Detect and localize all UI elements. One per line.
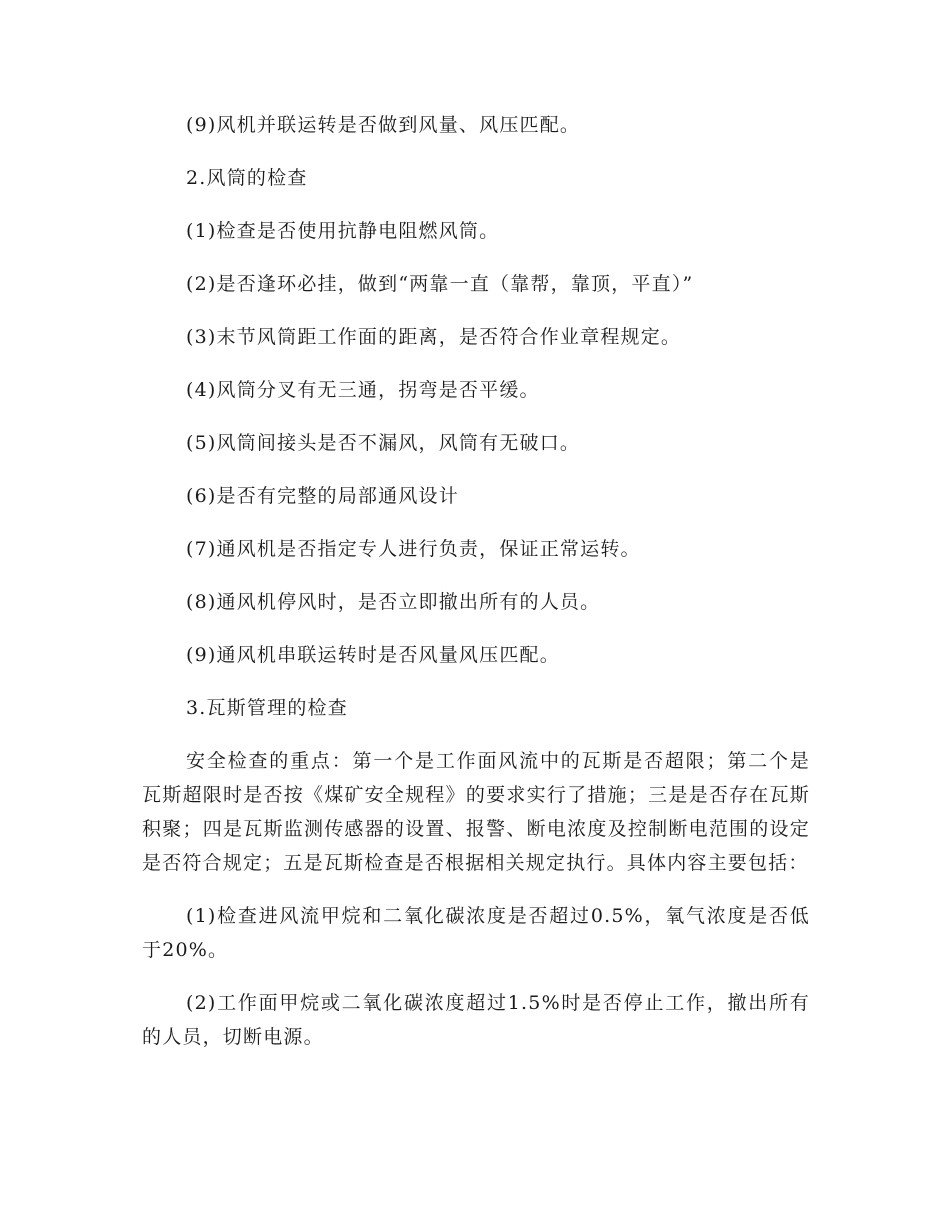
paragraph-duct-branch: (4)风筒分叉有无三通，拐弯是否平缓。 bbox=[186, 379, 540, 401]
paragraph-ventilation-design: (6)是否有完整的局部通风设计 bbox=[186, 485, 459, 507]
paragraph-fan-responsible: (7)通风机是否指定专人进行负责，保证正常运转。 bbox=[186, 538, 641, 560]
paragraph-fan-stop: (8)通风机停风时，是否立即撤出所有的人员。 bbox=[186, 591, 601, 613]
paragraph-fan-series: (9)通风机串联运转时是否风量风压匹配。 bbox=[186, 644, 560, 666]
paragraph-gas-key-points: 安全检查的重点：第一个是工作面风流中的瓦斯是否超限；第二个是瓦斯超限时是否按《煤矿安全规程》的要求实行了措施；三是是否存在瓦斯积聚；四是瓦斯监测传感器的设置、报警、断电浓度及控制断电范围的设定是否符合规定；五是瓦斯检查是否根据相关规定执行。具体内容主要包括： bbox=[142, 750, 810, 874]
paragraph-gas-intake: (1)检查进风流甲烷和二氧化碳浓度是否超过0.5%，氧气浓度是否低于20%。 bbox=[142, 905, 810, 961]
paragraph-fan-parallel: (9)风机并联运转是否做到风量、风压匹配。 bbox=[186, 114, 581, 136]
paragraph-duct-joints: (5)风筒间接头是否不漏风，风筒有无破口。 bbox=[186, 432, 581, 454]
paragraph-duct-distance: (3)末节风筒距工作面的距离，是否符合作业章程规定。 bbox=[186, 326, 682, 348]
document-body bbox=[142, 108, 810, 1054]
paragraph-duct-antistatic: (1)检查是否使用抗静电阻燃风筒。 bbox=[186, 220, 500, 242]
section-heading-duct-inspection: 2.风筒的检查 bbox=[186, 167, 308, 189]
paragraph-duct-hanging: (2)是否逢环必挂，做到“两靠一直（靠帮，靠顶，平直）” bbox=[186, 273, 694, 295]
section-heading-gas-management: 3.瓦斯管理的检查 bbox=[186, 697, 348, 719]
paragraph-gas-workface: (2)工作面甲烷或二氧化碳浓度超过1.5%时是否停止工作，撤出所有的人员，切断电源。 bbox=[142, 992, 810, 1048]
